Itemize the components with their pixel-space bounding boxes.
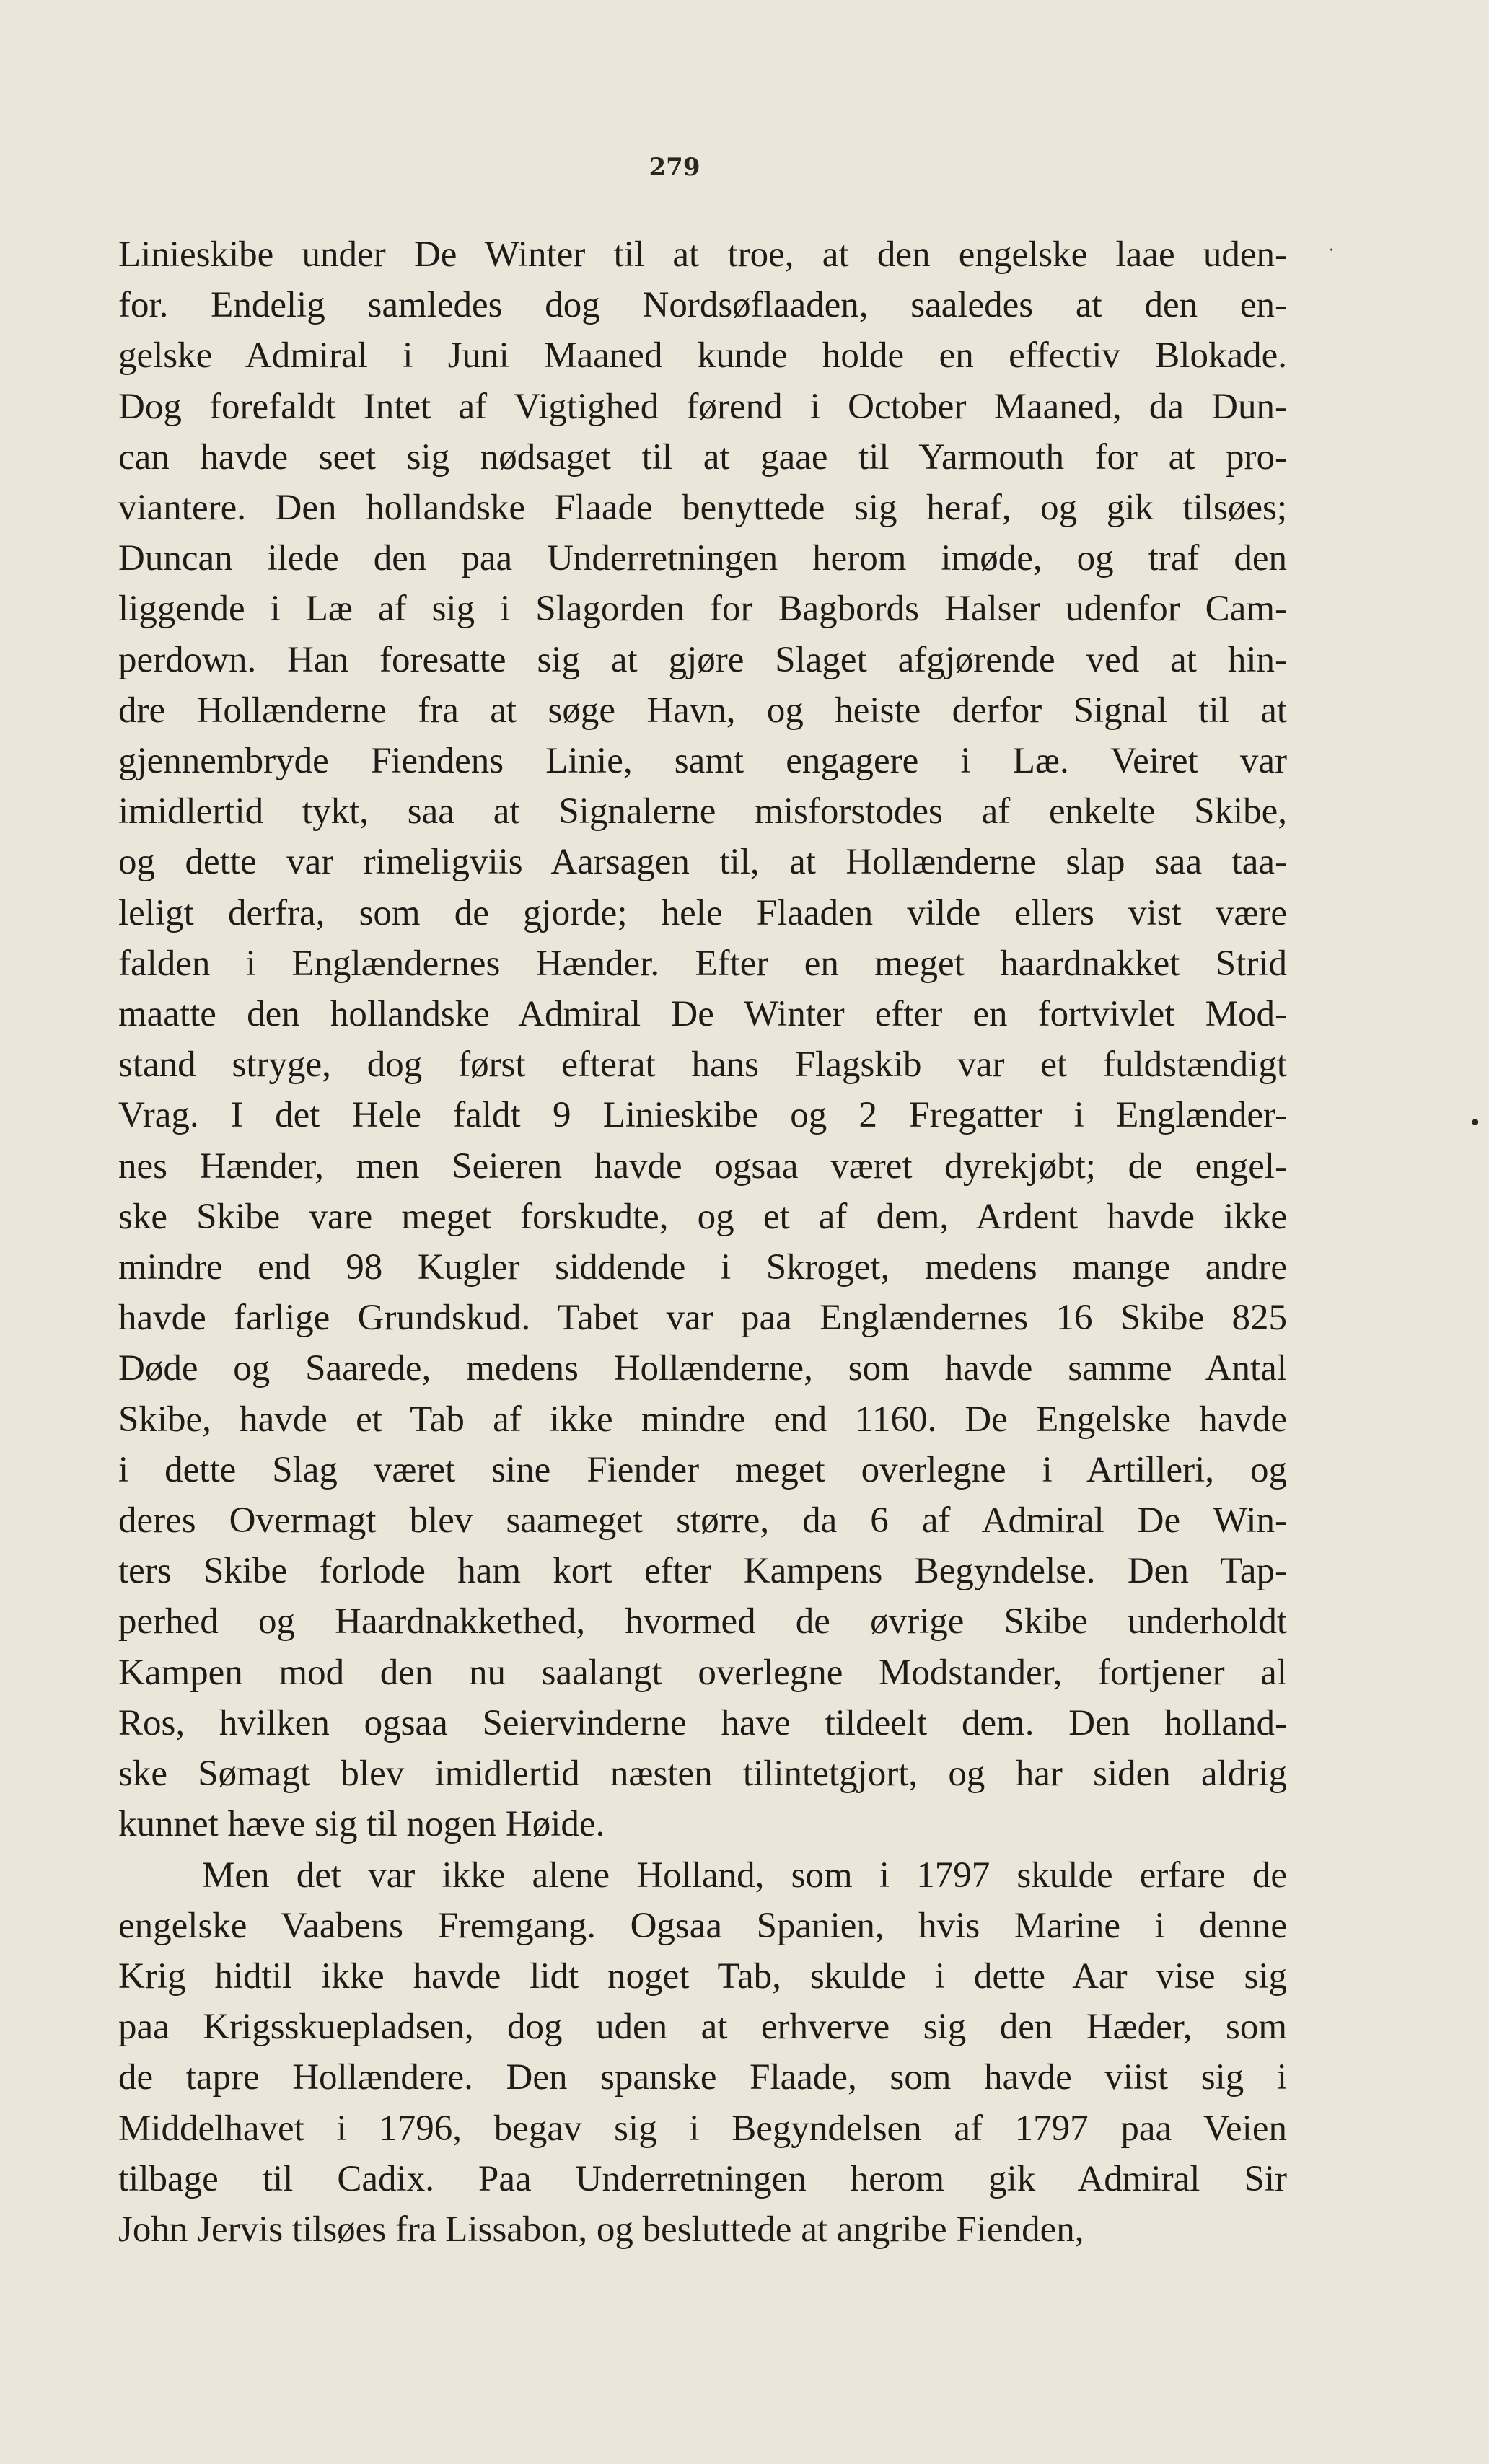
text-line: imidlertid tykt, saa at Signalerne misforstodes af enkelte Skibe, — [118, 791, 1287, 832]
text-line: engelske Vaabens Fremgang. Ogsaa Spanien, hvis Marine i denne — [118, 1905, 1287, 1946]
text-line: Linieskibe under De Winter til at troe, at den engelske laae uden- — [118, 234, 1287, 275]
text-line: Vrag. I det Hele faldt 9 Linieskibe og 2 Fregatter i Englænder- — [118, 1095, 1287, 1136]
text-line: tilbage til Cadix. Paa Underretningen herom gik Admiral Sir — [118, 2158, 1287, 2199]
text-line: falden i Englændernes Hænder. Efter en meget haardnakket Strid — [118, 943, 1287, 984]
text-line: can havde seet sig nødsaget til at gaae til Yarmouth for at pro- — [118, 436, 1287, 478]
text-line: i dette Slag været sine Fiender meget overlegne i Artilleri, og — [118, 1449, 1287, 1490]
text-line: mindre end 98 Kugler siddende i Skroget, medens mange andre — [118, 1247, 1287, 1288]
text-line: for. Endelig samledes dog Nordsøflaaden, saaledes at den en- — [118, 285, 1287, 326]
text-line: perdown. Han foresatte sig at gjøre Slaget afgjørende ved at hin- — [118, 639, 1287, 680]
paragraph — [118, 229, 1287, 1850]
text-line: Duncan ilede den paa Underretningen herom imøde, og traf den — [118, 538, 1287, 579]
text-line: Kampen mod den nu saalangt overlegne Modstander, fortjener al — [118, 1652, 1287, 1693]
text-line: dre Hollænderne fra at søge Havn, og heiste derfor Signal til at — [118, 690, 1287, 731]
text-line: Dog forefaldt Intet af Vigtighed førend i October Maaned, da Dun- — [118, 386, 1287, 427]
text-line: deres Overmagt blev saameget større, da 6 af Admiral De Win- — [118, 1500, 1287, 1541]
text-line: havde farlige Grundskud. Tabet var paa Englændernes 16 Skibe 825 — [118, 1298, 1287, 1339]
text-line: kunnet hæve sig til nogen Høide. — [118, 1804, 605, 1845]
text-line: paa Krigsskuepladsen, dog uden at erhverve sig den Hæder, som — [118, 2007, 1287, 2048]
text-line: nes Hænder, men Seieren havde ogsaa været dyrekjøbt; de engel- — [118, 1145, 1287, 1187]
margin-dot-right: · — [1329, 242, 1334, 260]
text-line: gelske Admiral i Juni Maaned kunde holde en effectiv Blokade. — [118, 335, 1287, 377]
text-line: gjennembryde Fiendens Linie, samt engagere i Læ. Veiret var — [118, 741, 1287, 782]
text-line: stand stryge, dog først efterat hans Flagskib var et fuldstændigt — [118, 1044, 1287, 1086]
text-line: ske Skibe vare meget forskudte, og et af dem, Ardent havde ikke — [118, 1196, 1287, 1237]
paragraph — [118, 1850, 1287, 2256]
text-line: Skibe, havde et Tab af ikke mindre end 1160. De Engelske havde — [118, 1399, 1287, 1440]
text-line: de tapre Hollændere. Den spanske Flaade, som havde viist sig i — [118, 2057, 1287, 2098]
text-line: Middelhavet i 1796, begav sig i Begyndelsen af 1797 paa Veien — [118, 2108, 1287, 2149]
text-line: ters Skibe forlode ham kort efter Kampens Begyndelse. Den Tap- — [118, 1551, 1287, 1592]
text-line: perhed og Haardnakkethed, hvormed de øvrige Skibe underholdt — [118, 1601, 1287, 1642]
text-line: ske Sømagt blev imidlertid næsten tilintetgjort, og har siden aldrig — [118, 1754, 1287, 1795]
text-line: viantere. Den hollandske Flaade benyttede sig heraf, og gik tilsøes; — [118, 488, 1287, 529]
body-text — [118, 229, 1287, 2255]
text-line: og dette var rimeligviis Aarsagen til, at Hollænderne slap saa taa- — [118, 842, 1287, 883]
text-line: leligt derfra, som de gjorde; hele Flaaden vilde ellers vist være — [118, 892, 1287, 933]
text-line: Krig hidtil ikke havde lidt noget Tab, skulde i dette Aar vise sig — [118, 1955, 1287, 1997]
text-line: Men det var ikke alene Holland, som i 1797 skulde erfare de — [202, 1854, 1287, 1896]
text-line: liggende i Læ af sig i Slagorden for Bagbords Halser udenfor Cam- — [118, 589, 1287, 630]
text-line: Døde og Saarede, medens Hollænderne, som havde samme Antal — [118, 1348, 1287, 1389]
text-line: Ros, hvilken ogsaa Seiervinderne have tildeelt dem. Den holland- — [118, 1702, 1287, 1743]
margin-dot-right-lower: • — [1469, 1111, 1482, 1136]
text-line: John Jervis tilsøes fra Lissabon, og besluttede at angribe Fienden, — [118, 2209, 1084, 2250]
text-line: maatte den hollandske Admiral De Winter efter en fortvivlet Mod- — [118, 994, 1287, 1035]
page-number: 279 — [649, 153, 700, 182]
